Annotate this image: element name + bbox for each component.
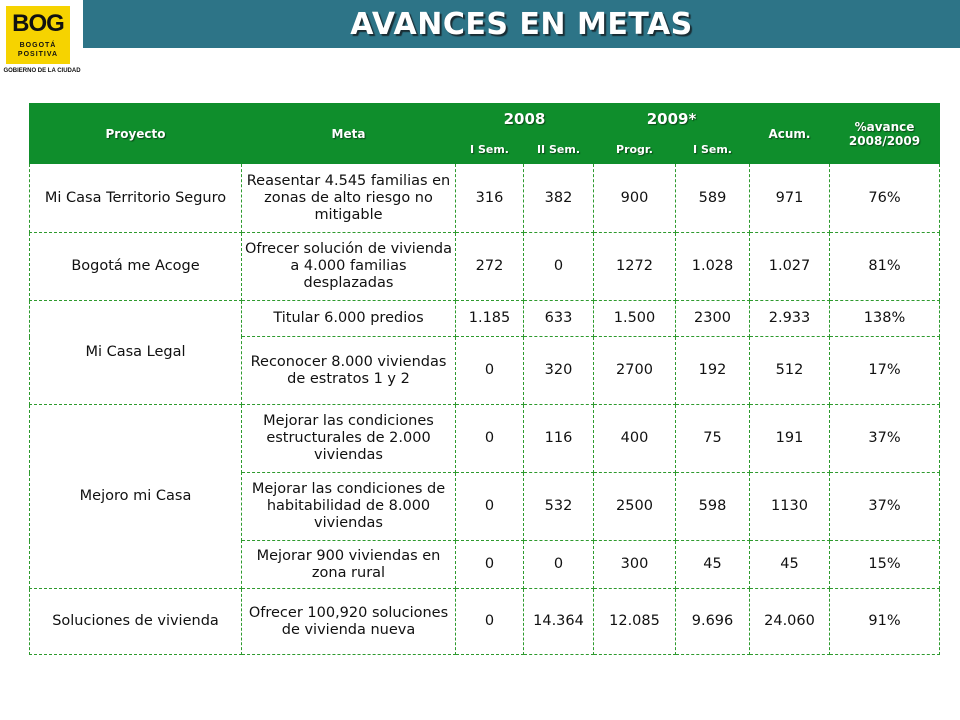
cell-sem1-2008: 0 — [456, 337, 524, 405]
cell-progr: 1.500 — [594, 301, 676, 337]
logo-gobierno: GOBIERNO DE LA CIUDAD — [3, 68, 81, 74]
cell-progr: 900 — [594, 164, 676, 233]
cell-avance: 15% — [830, 541, 940, 589]
cell-sem2-2008: 14.364 — [524, 589, 594, 655]
cell-avance: 17% — [830, 337, 940, 405]
cell-acum: 971 — [750, 164, 830, 233]
cell-progr: 300 — [594, 541, 676, 589]
table-row — [30, 164, 940, 233]
cell-sem1-2008: 0 — [456, 473, 524, 541]
cell-avance: 138% — [830, 301, 940, 337]
header-sem1-2009: I Sem. — [676, 135, 750, 164]
cell-sem1-2008: 272 — [456, 233, 524, 301]
cell-acum: 191 — [750, 405, 830, 473]
cell-meta: Reconocer 8.000 viviendas de estratos 1 y 2 — [242, 337, 456, 405]
cell-sem2-2008: 382 — [524, 164, 594, 233]
avances-table — [29, 103, 940, 655]
cell-meta: Ofrecer 100,920 soluciones de vivienda nueva — [242, 589, 456, 655]
header-sem1-2008: I Sem. — [456, 135, 524, 164]
cell-sem1-2008: 316 — [456, 164, 524, 233]
cell-avance: 37% — [830, 473, 940, 541]
cell-proyecto: Mejoro mi Casa — [30, 405, 242, 589]
cell-avance: 81% — [830, 233, 940, 301]
cell-progr: 2700 — [594, 337, 676, 405]
cell-sem1-2008: 0 — [456, 541, 524, 589]
logo-word: BOG — [12, 10, 64, 37]
cell-avance: 91% — [830, 589, 940, 655]
cell-avance: 76% — [830, 164, 940, 233]
header-2009: 2009* — [594, 104, 750, 135]
bogota-positiva-logo — [0, 0, 83, 80]
cell-sem2-2008: 116 — [524, 405, 594, 473]
cell-avance: 37% — [830, 405, 940, 473]
cell-proyecto: Soluciones de vivienda — [30, 589, 242, 655]
cell-sem1-2008: 0 — [456, 405, 524, 473]
cell-progr: 1272 — [594, 233, 676, 301]
header-meta: Meta — [242, 104, 456, 164]
cell-meta: Mejorar 900 viviendas en zona rural — [242, 541, 456, 589]
page-title: AVANCES EN METAS — [350, 7, 693, 42]
cell-sem1-2009: 9.696 — [676, 589, 750, 655]
cell-sem2-2008: 633 — [524, 301, 594, 337]
logo-sub-positiva: POSITIVA — [17, 51, 59, 58]
cell-proyecto: Bogotá me Acoge — [30, 233, 242, 301]
cell-acum: 45 — [750, 541, 830, 589]
cell-sem2-2008: 0 — [524, 233, 594, 301]
cell-progr: 2500 — [594, 473, 676, 541]
cell-sem1-2009: 589 — [676, 164, 750, 233]
header-sem2-2008: II Sem. — [524, 135, 594, 164]
cell-meta: Mejorar las condiciones estructurales de 2.000 viviendas — [242, 405, 456, 473]
header-avance: %avance 2008/2009 — [830, 104, 940, 164]
cell-proyecto: Mi Casa Territorio Seguro — [30, 164, 242, 233]
cell-proyecto: Mi Casa Legal — [30, 301, 242, 405]
table-row — [30, 589, 940, 655]
cell-sem2-2008: 532 — [524, 473, 594, 541]
cell-acum: 512 — [750, 337, 830, 405]
cell-meta: Mejorar las condiciones de habitabilidad de 8.000 viviendas — [242, 473, 456, 541]
cell-acum: 24.060 — [750, 589, 830, 655]
cell-acum: 1130 — [750, 473, 830, 541]
header-proyecto: Proyecto — [30, 104, 242, 164]
cell-sem1-2009: 192 — [676, 337, 750, 405]
cell-sem1-2009: 1.028 — [676, 233, 750, 301]
cell-sem1-2009: 2300 — [676, 301, 750, 337]
cell-acum: 2.933 — [750, 301, 830, 337]
table-row — [30, 233, 940, 301]
cell-meta: Titular 6.000 predios — [242, 301, 456, 337]
cell-sem1-2009: 75 — [676, 405, 750, 473]
cell-progr: 400 — [594, 405, 676, 473]
cell-meta: Reasentar 4.545 familias en zonas de alto riesgo no mitigable — [242, 164, 456, 233]
cell-sem1-2009: 598 — [676, 473, 750, 541]
cell-sem1-2009: 45 — [676, 541, 750, 589]
header-2008: 2008 — [456, 104, 594, 135]
table-row — [30, 301, 940, 337]
header-acum: Acum. — [750, 104, 830, 164]
cell-sem1-2008: 1.185 — [456, 301, 524, 337]
cell-sem1-2008: 0 — [456, 589, 524, 655]
cell-meta: Ofrecer solución de vivienda a 4.000 familias desplazadas — [242, 233, 456, 301]
logo-sub-bogota: BOGOTÁ — [19, 42, 57, 49]
cell-sem2-2008: 320 — [524, 337, 594, 405]
cell-progr: 12.085 — [594, 589, 676, 655]
table-row — [30, 405, 940, 473]
header-progr: Progr. — [594, 135, 676, 164]
cell-acum: 1.027 — [750, 233, 830, 301]
cell-sem2-2008: 0 — [524, 541, 594, 589]
